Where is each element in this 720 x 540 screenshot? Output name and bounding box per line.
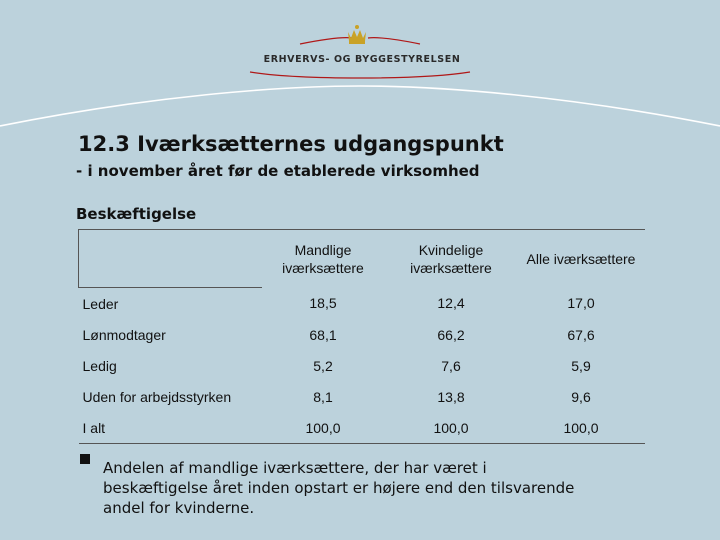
page-subtitle: - i november året før de etablerede virksomhed: [76, 162, 480, 180]
employment-table: [78, 229, 645, 444]
table-row: [79, 350, 645, 381]
table-cell: 100,0: [262, 412, 385, 444]
row-label: I alt: [79, 412, 262, 444]
table-cell: 67,6: [567, 326, 595, 343]
table-cell: 7,6: [441, 357, 461, 374]
square-bullet-icon: [80, 454, 90, 464]
header-swoosh-lines: [0, 0, 720, 130]
row-label: Leder: [82, 295, 119, 312]
column-header: Mandlige iværksættere: [262, 230, 385, 288]
table-row-total: [79, 412, 645, 444]
table-row: [79, 288, 645, 320]
row-label: Lønmodtager: [82, 326, 166, 343]
table-cell: 5,9: [571, 357, 591, 374]
crown-logo-icon: [345, 24, 369, 46]
table-cell: 100,0: [518, 412, 645, 444]
row-label: Ledig: [82, 357, 117, 374]
table-cell: 9,6: [571, 388, 591, 405]
column-header: Kvindelige iværksættere: [385, 230, 518, 288]
table-cell: 100,0: [385, 412, 518, 444]
header: [0, 0, 720, 130]
table-cell: 12,4: [437, 295, 465, 312]
bullet-text: Andelen af mandlige iværksættere, der har været i beskæftigelse året inden opstart er højere end den tilsvarende andel for kvinderne.: [103, 459, 575, 517]
section-heading: Beskæftigelse: [76, 205, 197, 223]
table-cell: 5,2: [313, 357, 333, 374]
table-row: [79, 319, 645, 350]
table-row: [79, 381, 645, 412]
table-cell: 17,0: [567, 295, 595, 312]
table-corner-cell: [79, 230, 262, 288]
table-cell: 18,5: [309, 295, 337, 312]
table-header-row: [79, 230, 645, 288]
table-cell: 66,2: [437, 326, 465, 343]
column-header: Alle iværksættere: [518, 230, 645, 288]
table-cell: 68,1: [309, 326, 337, 343]
table-cell: 13,8: [437, 388, 465, 405]
table-cell: 8,1: [313, 388, 333, 405]
organization-name: ERHVERVS- OG BYGGESTYRELSEN: [263, 54, 461, 65]
row-label: Uden for arbejdsstyrken: [82, 388, 232, 405]
page-title: 12.3 Iværksætternes udgangspunkt: [78, 132, 504, 156]
